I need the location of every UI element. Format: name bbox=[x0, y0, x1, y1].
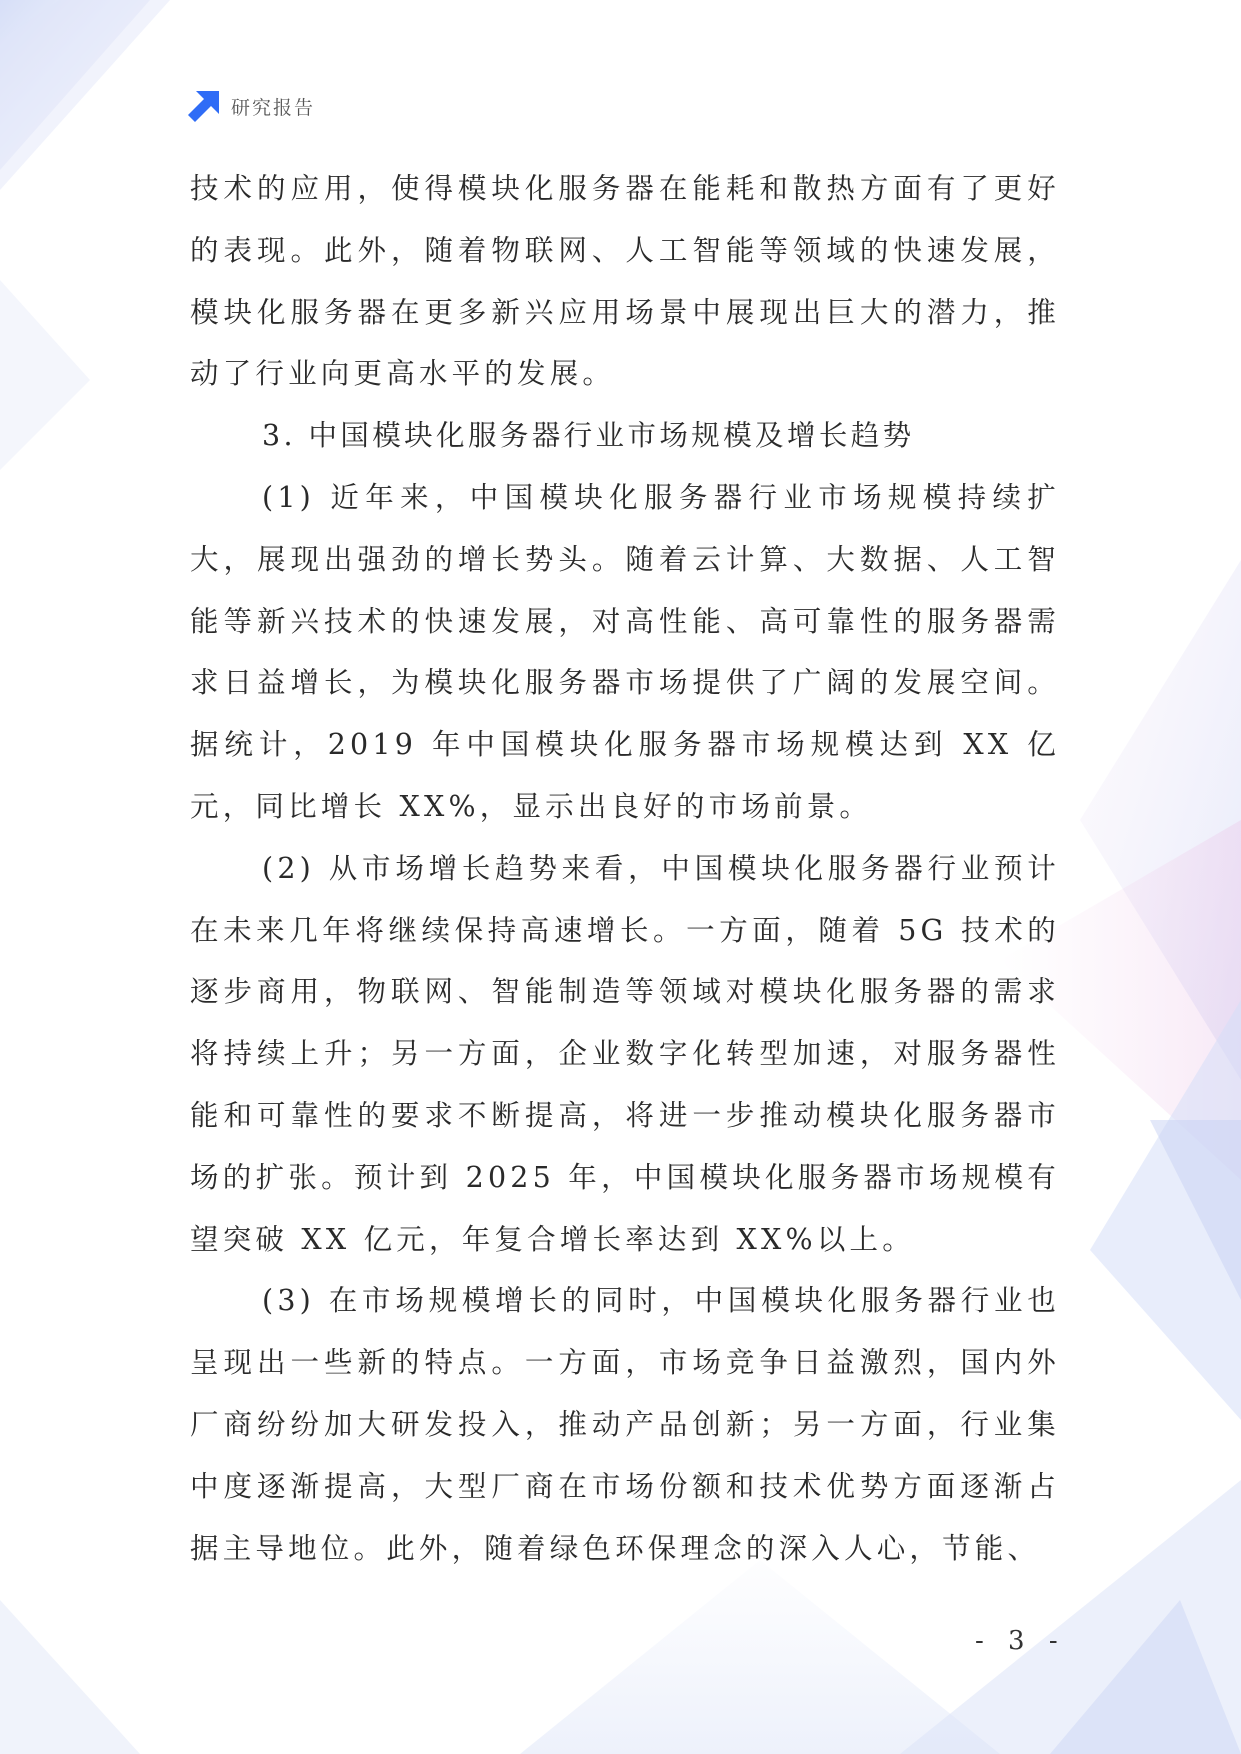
document-body bbox=[190, 158, 1060, 1579]
paragraph-3: (3) 在市场规模增长的同时，中国模块化服务器行业也呈现出一些新的特点。一方面，市场竞争日益激烈，国内外厂商纷纷加大研发投入，推动产品创新；另一方面，行业集中度逐渐提高，大型厂商在市场份额和技术优势方面逐渐占据主导地位。此外，随着绿色环保理念的深入人心，节能、 bbox=[190, 1284, 1060, 1565]
paragraph-1: (1) 近年来，中国模块化服务器行业市场规模持续扩大，展现出强劲的增长势头。随着云计算、大数据、人工智能等新兴技术的快速发展，对高性能、高可靠性的服务器需求日益增长，为模块化服务器市场提供了广阔的发展空间。据统计，2019 年中国模块化服务器市场规模达到 XX 亿元，同比增长 XX%，显示出良好的市场前景。 bbox=[190, 480, 1060, 823]
page-number: - 3 - bbox=[975, 1626, 1066, 1656]
paragraph-2: (2) 从市场增长趋势来看，中国模块化服务器行业预计在未来几年将继续保持高速增长。一方面，随着 5G 技术的逐步商用，物联网、智能制造等领域对模块化服务器的需求将持续上升；另一方面，企业数字化转型加速，对服务器性能和可靠性的要求不断提高，将进一步推动模块化服务器市场的扩张。预计到 2025 年，中国模块化服务器市场规模有望突破 XX 亿元，年复合增长率达到 XX%以上。 bbox=[190, 851, 1060, 1256]
section-heading: 3. 中国模块化服务器行业市场规模及增长趋势 bbox=[262, 419, 915, 453]
arrow-up-right-icon bbox=[187, 89, 221, 123]
header-title: 研究报告 bbox=[231, 96, 316, 119]
paragraph-continued: 技术的应用，使得模块化服务器在能耗和散热方面有了更好的表现。此外，随着物联网、人工智能等领域的快速发展，模块化服务器在更多新兴应用场景中展现出巨大的潜力，推动了行业向更高水平的发展。 bbox=[190, 172, 1060, 391]
page-header bbox=[187, 88, 315, 124]
